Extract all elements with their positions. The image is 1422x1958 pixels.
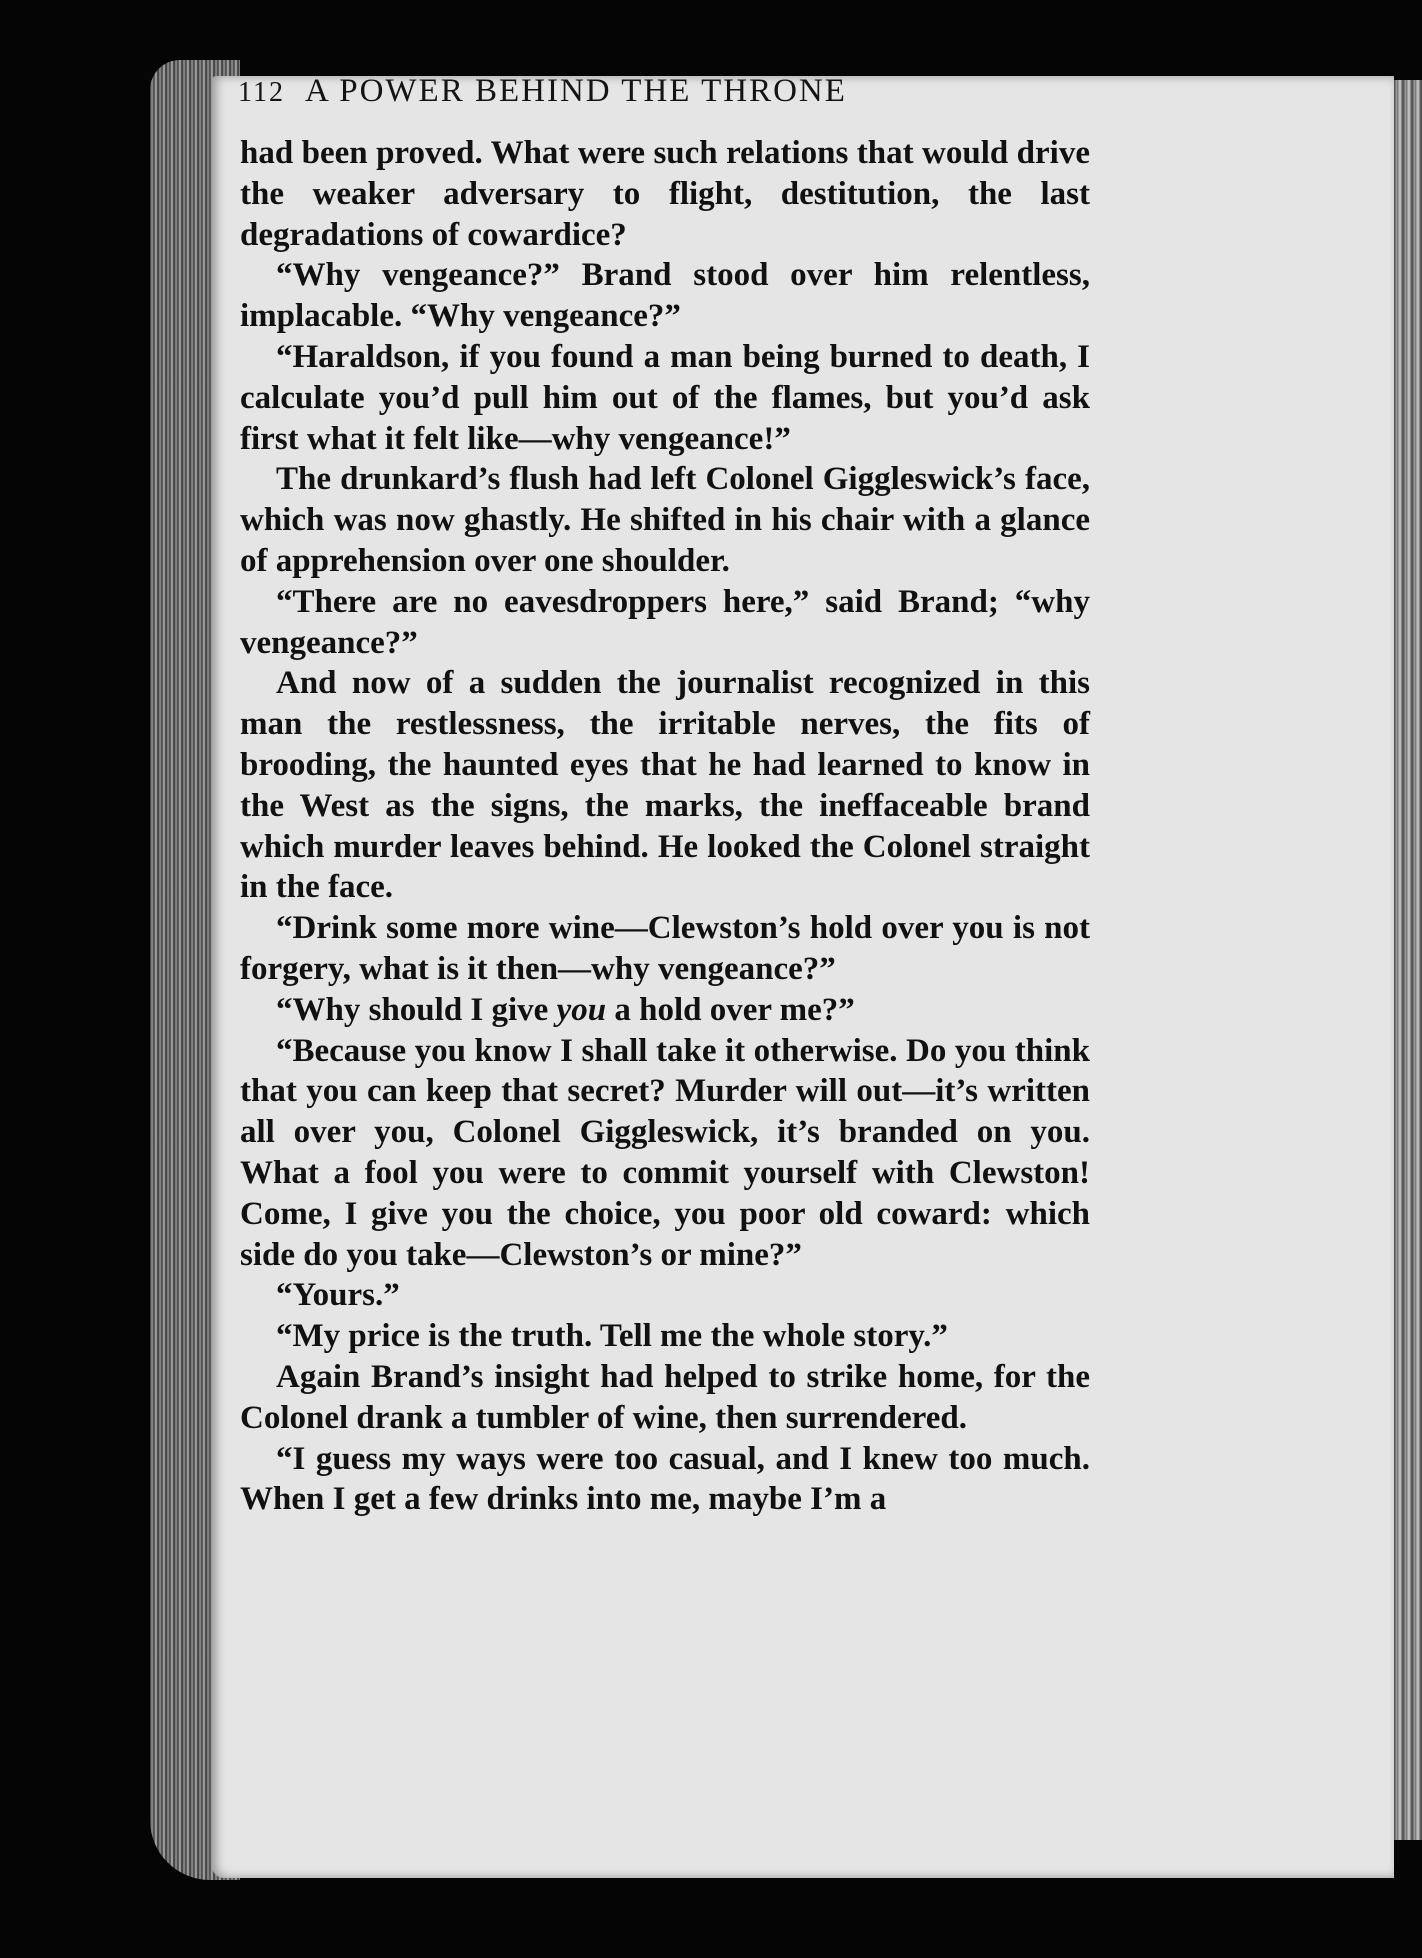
paragraph: “I guess my ways were too casual, and I knew too much. When I get a few drinks into me, maybe I’m a xyxy=(240,1440,1090,1518)
running-header xyxy=(238,73,1018,110)
paragraph: And now of a sudden the journalist recognized in this man the restlessness, the irritable nerves, the fits of brooding, the haunted eyes that he had learned to know in the West as the signs, the marks, the ineffaceable brand which murder leaves behind. He looked the Colonel straight in the face. xyxy=(240,665,1090,906)
body-text xyxy=(240,133,1090,1520)
paragraph: “Haraldson, if you found a man being burned to death, I calculate you’d pull him out of the flames, but you’d ask first what it felt like—why vengeance!” xyxy=(240,338,1090,457)
paragraph xyxy=(240,990,1090,1031)
paragraph-part: a hold over me?” xyxy=(606,991,855,1028)
paragraph: “There are no eavesdroppers here,” said Brand; “why vengeance?” xyxy=(240,583,1090,661)
page-number: 112 xyxy=(238,77,285,108)
emphasis: you xyxy=(556,991,607,1028)
paragraph: “My price is the truth. Tell me the whole story.” xyxy=(276,1318,948,1355)
running-title: A POWER BEHIND THE THRONE xyxy=(304,73,847,109)
paragraph-part: “Why should I give xyxy=(276,991,557,1028)
paragraph: The drunkard’s flush had left Colonel Giggleswick’s face, which was now ghastly. He shifted in his chair with a glance of apprehension over one shoulder. xyxy=(240,461,1090,579)
paragraph: “Drink some more wine—Clewston’s hold over you is not forgery, what is it then—why vengeance?” xyxy=(240,910,1090,987)
paragraph: “Because you know I shall take it otherwise. Do you think that you can keep that secret? Murder will out—it’s written all over you, Colonel Giggleswick, it’s branded on you. What a fool you were to commit yourself with Clewston! Come, I give you the choice, you poor old coward: which side do you take—Clewston’s or mine?” xyxy=(240,1032,1090,1273)
paragraph: “Yours.” xyxy=(276,1277,400,1314)
paragraph: “Why vengeance?” Brand stood over him relentless, implacable. “Why vengeance?” xyxy=(240,257,1090,335)
paragraph: Again Brand’s insight had helped to strike home, for the Colonel drank a tumbler of wine, then surrendered. xyxy=(240,1358,1090,1436)
paragraph: had been proved. What were such relations that would drive the weaker adversary to flight, destitution, the last degradations of cowardice? xyxy=(240,135,1090,253)
